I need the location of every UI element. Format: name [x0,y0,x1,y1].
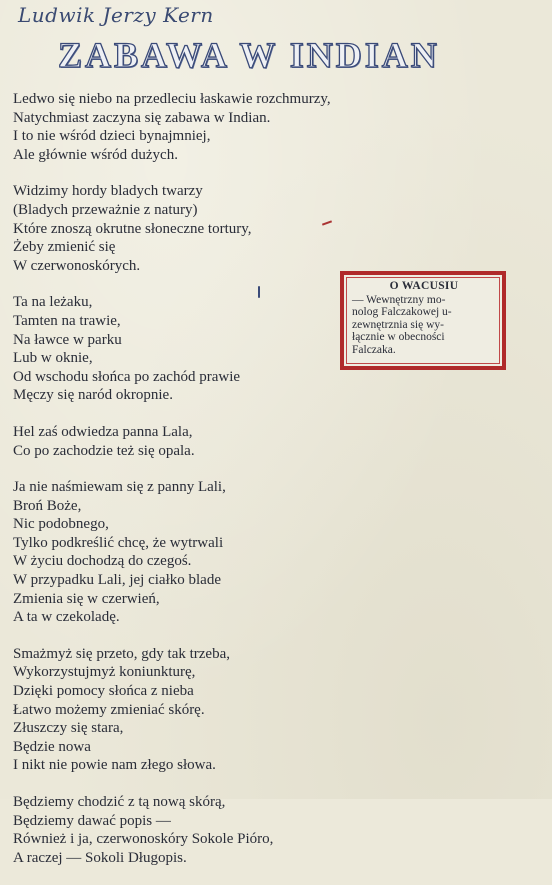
stanza [13,182,343,275]
poem-line: Męczy się naród okropnie. [13,387,173,404]
poem-line: W życiu dochodzą do czegoś. [13,553,192,570]
stanza [13,90,343,164]
poem-line: I to nie wśród dzieci bynajmniej, [13,128,211,145]
poem-line: Od wschodu słońca po zachód prawie [13,368,241,385]
sidebox-title: O WACUSIU [389,280,459,292]
poem-line: W przypadku Lali, jej ciałko blade [13,572,221,589]
poem-line: Będziemy chodzić z tą nową skórą, [13,794,226,810]
poem-line: W czerwonoskórych. [13,257,141,274]
poem-line: Ledwo się niebo na przedleciu łaskawie rozchmurzy, [13,91,331,107]
poem-line: Złuszczy się stara, [13,720,124,737]
poem-line: Tamten na trawie, [13,312,121,329]
sidebox-line: — Wewnętrzny mo- [352,293,446,306]
poem-line: Ja nie naśmiewam się z panny Lali, [13,479,226,496]
stanza [13,793,343,867]
poem-line: Smażmyż się przeto, gdy tak trzeba, [13,645,231,662]
poem-line: Ta na leżaku, [13,294,93,311]
poem-line: I nikt nie powie nam złego słowa. [13,757,216,774]
stanza [13,293,343,405]
poem-line: Na ławce w parku [13,331,122,348]
poem-line: Natychmiast zaczyna się zabawa w Indian. [13,109,271,126]
poem-line: Co po zachodzie też się opala. [13,442,195,459]
poem-line: Wykorzystujmyż koniunkturę, [13,664,196,681]
poem-line: A ta w czekoladę. [13,609,120,626]
poem-title: ZABAWA W INDIAN [58,35,440,75]
stanza [13,645,343,775]
poem-body [13,90,343,885]
poem-line: Żeby zmienić się [13,239,116,256]
poem-line: Będzie nowa [13,738,91,755]
poem-line: Hel zaś odwiedza panna Lala, [13,423,193,440]
poem-line: Tylko podkreślić chcę, że wytrwali [13,534,224,551]
poem-line: Również i ja, czerwonoskóry Sokole Pióro, [13,831,274,848]
stanza [13,478,343,627]
poem-line: Zmienia się w czerwień, [13,590,160,607]
poem-line: Broń Boże, [13,497,82,514]
poem-line: (Bladych przeważnie z natury) [13,201,198,218]
poem-line: Łatwo możemy zmieniać skórę. [13,701,205,718]
sidebox-line: łącznie w obecności [352,331,445,344]
poem-line: Dzięki pomocy słońca z nieba [13,683,194,700]
poem-line: Nic podobnego, [13,516,109,533]
ink-mark [258,286,260,298]
poem-line: Będziemy dawać popis — [13,812,171,829]
stanza [13,423,343,460]
poem-line: Ale głównie wśród dużych. [13,146,178,163]
poem-line: Widzimy hordy bladych twarzy [13,183,203,200]
sidebox-line: zewnętrznia się wy- [352,318,444,331]
poem-line: Które znoszą okrutne słoneczne tortury, [13,220,252,237]
poem-line: A raczej — Sokoli Długopis. [13,849,187,866]
sidebox [340,271,506,370]
sidebox-line: nolog Falczakowej u- [352,306,452,319]
author-name: Ludwik Jerzy Kern [18,3,214,27]
sidebox-line: Falczaka. [352,343,396,356]
poem-line: Lub w oknie, [13,350,93,367]
